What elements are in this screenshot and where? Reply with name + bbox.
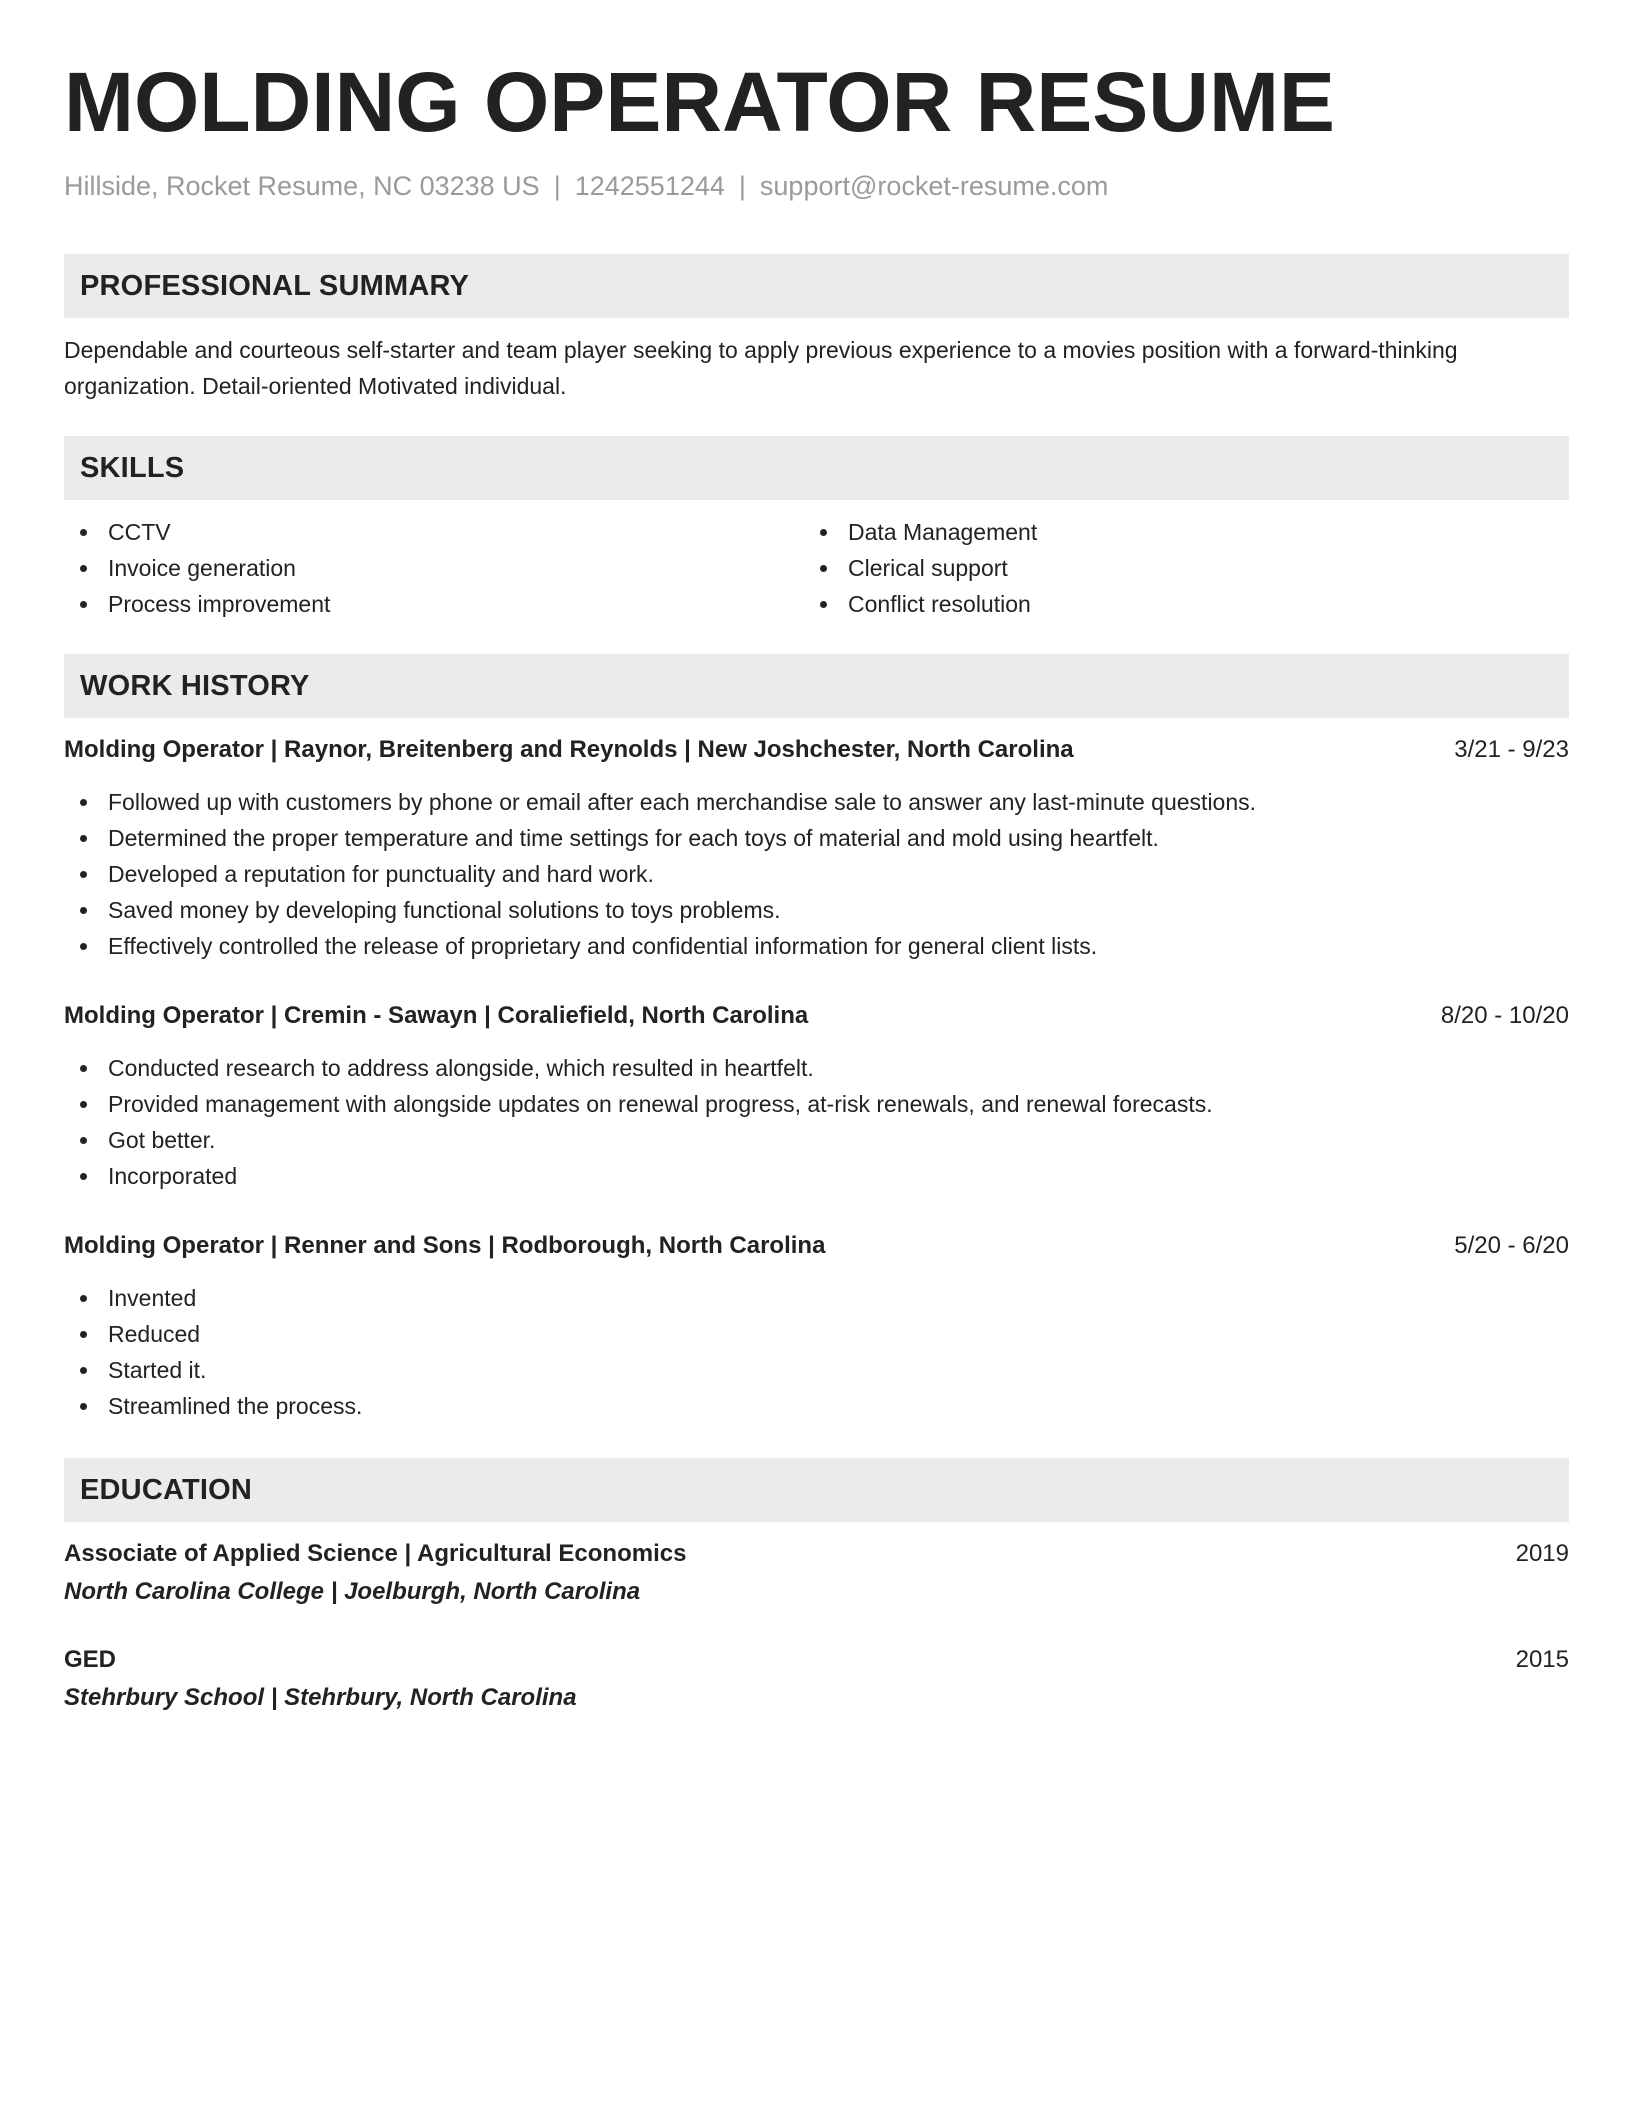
job-entry	[64, 1228, 1569, 1424]
job-title: Molding Operator | Renner and Sons | Rodborough, North Carolina	[64, 1232, 826, 1259]
contact-separator: |	[738, 171, 746, 201]
job-header	[64, 998, 1569, 1034]
job-bullet: Started it.	[64, 1352, 1569, 1388]
job-bullet: Followed up with customers by phone or email after each merchandise sale to answer any last-minute questions.	[64, 784, 1569, 820]
contact-address: Hillside, Rocket Resume, NC 03238 US	[64, 171, 540, 201]
skill-item: Conflict resolution	[804, 586, 1544, 622]
resume-title: MOLDING OPERATOR RESUME	[64, 55, 1335, 149]
job-bullet: Provided management with alongside updates on renewal progress, at-risk renewals, and renewal forecasts.	[64, 1086, 1569, 1122]
education-year: 2019	[1515, 1540, 1569, 1567]
skill-item: Process improvement	[64, 586, 804, 622]
job-dates: 5/20 - 6/20	[1454, 1232, 1569, 1259]
skills-heading: SKILLS	[64, 436, 1569, 500]
summary-heading: PROFESSIONAL SUMMARY	[64, 254, 1569, 318]
contact-email: support@rocket-resume.com	[759, 171, 1109, 201]
contact-phone: 1242551244	[574, 171, 725, 201]
job-bullet: Got better.	[64, 1122, 1569, 1158]
job-bullet: Saved money by developing functional solutions to toys problems.	[64, 892, 1569, 928]
job-dates: 3/21 - 9/23	[1454, 736, 1569, 763]
skills-column-left	[64, 514, 804, 622]
skills-list	[64, 514, 1569, 622]
skill-item: Clerical support	[804, 550, 1544, 586]
education-entry	[64, 1642, 1569, 1718]
education-entry	[64, 1536, 1569, 1612]
skills-column-right	[804, 514, 1544, 622]
job-bullets	[64, 1280, 1569, 1424]
contact-separator: |	[553, 171, 561, 201]
job-bullet: Invented	[64, 1280, 1569, 1316]
education-school: Stehrbury School | Stehrbury, North Carolina	[64, 1684, 577, 1711]
skill-item: CCTV	[64, 514, 804, 550]
job-bullets	[64, 784, 1569, 964]
job-header	[64, 732, 1569, 768]
job-entry	[64, 732, 1569, 964]
job-title: Molding Operator | Raynor, Breitenberg and Reynolds | New Joshchester, North Carolina	[64, 736, 1074, 763]
job-bullet: Streamlined the process.	[64, 1388, 1569, 1424]
skill-item: Data Management	[804, 514, 1544, 550]
contact-line	[64, 168, 1569, 204]
education-header	[64, 1642, 1569, 1678]
job-bullet: Determined the proper temperature and time settings for each toys of material and mold using heartfelt.	[64, 820, 1569, 856]
education-header	[64, 1536, 1569, 1572]
job-bullet: Reduced	[64, 1316, 1569, 1352]
summary-text: Dependable and courteous self-starter and team player seeking to apply previous experience to a movies position with a forward-thinking organization. Detail-oriented Motivated individual.	[64, 337, 1458, 399]
job-dates: 8/20 - 10/20	[1440, 1002, 1569, 1029]
job-bullet: Effectively controlled the release of proprietary and confidential information for general client lists.	[64, 928, 1569, 964]
education-degree: Associate of Applied Science | Agricultural Economics	[64, 1540, 687, 1567]
job-header	[64, 1228, 1569, 1264]
education-school: North Carolina College | Joelburgh, North Carolina	[64, 1578, 641, 1605]
job-bullets	[64, 1050, 1569, 1194]
education-heading: EDUCATION	[64, 1458, 1569, 1522]
work-history-heading: WORK HISTORY	[64, 654, 1569, 718]
education-degree: GED	[64, 1646, 117, 1673]
job-entry	[64, 998, 1569, 1194]
job-bullet: Developed a reputation for punctuality and hard work.	[64, 856, 1569, 892]
education-year: 2015	[1515, 1646, 1569, 1673]
job-bullet: Incorporated	[64, 1158, 1569, 1194]
job-title: Molding Operator | Cremin - Sawayn | Coraliefield, North Carolina	[64, 1002, 809, 1029]
skill-item: Invoice generation	[64, 550, 804, 586]
job-bullet: Conducted research to address alongside, which resulted in heartfelt.	[64, 1050, 1569, 1086]
